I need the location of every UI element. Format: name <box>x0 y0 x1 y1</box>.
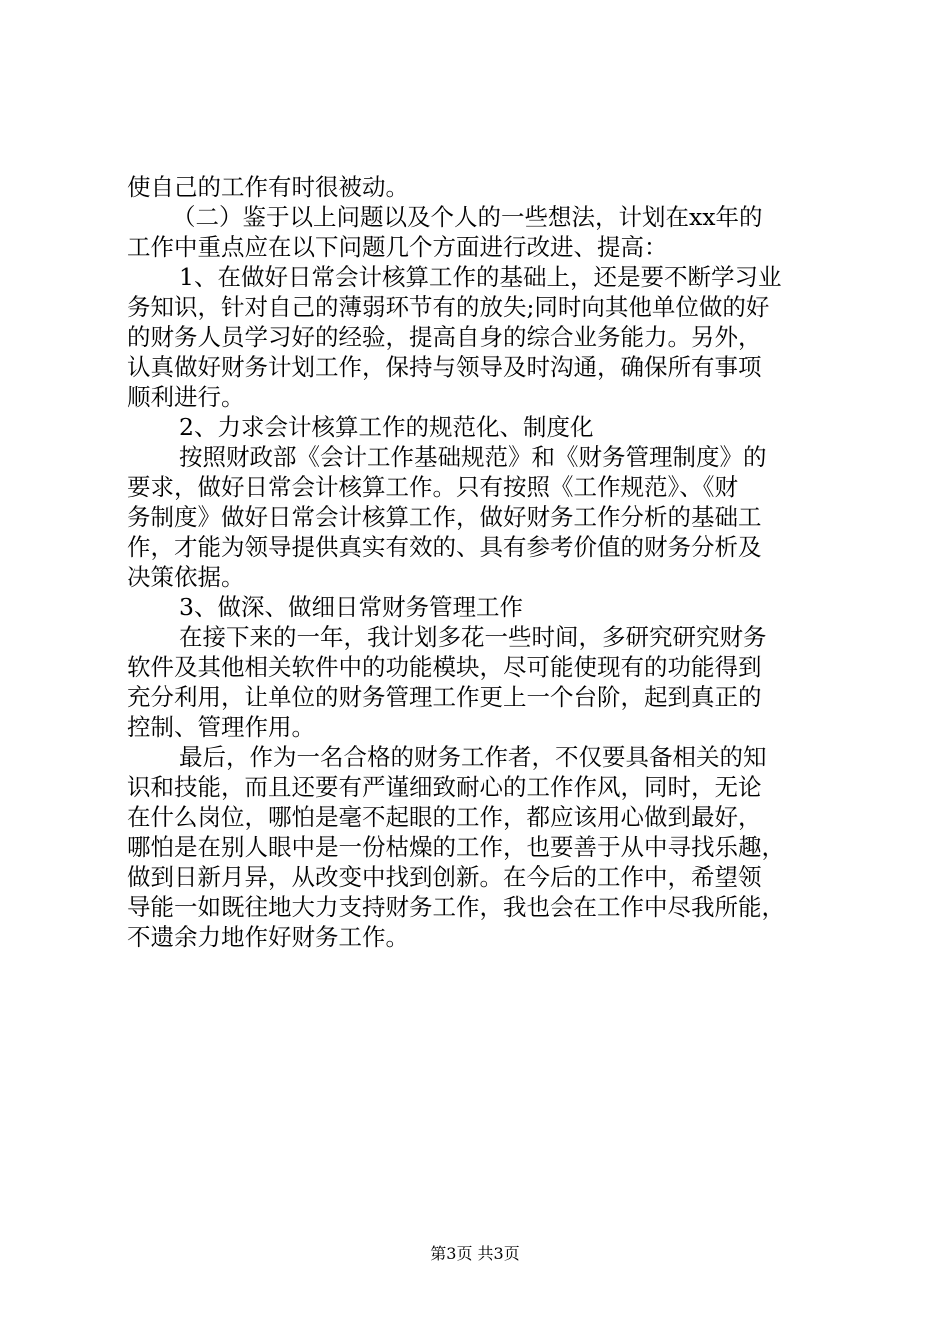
text-line: 软件及其他相关软件中的功能模块，尽可能使现有的功能得到 <box>127 653 762 681</box>
text-line: 认真做好财务计划工作，保持与领导及时沟通，确保所有事项 <box>127 353 762 381</box>
text-line: 最后，作为一名合格的财务工作者，不仅要具备相关的知 <box>179 743 767 771</box>
text-line: 要求，做好日常会计核算工作。只有按照《工作规范》、《财 <box>127 473 738 501</box>
section-heading: 3、做深、做细日常财务管理工作 <box>179 593 523 621</box>
text-line: 不遗余力地作好财务工作。 <box>127 923 409 951</box>
text-line: 务知识，针对自己的薄弱环节有的放失;同时向其他单位做的好 <box>127 293 770 321</box>
text-line: 的财务人员学习好的经验，提高自身的综合业务能力。另外， <box>127 323 762 351</box>
text-line: 工作中重点应在以下问题几个方面进行改进、提高： <box>127 233 668 261</box>
text-line: 做到日新月异，从改变中找到创新。在今后的工作中，希望领 <box>127 863 762 891</box>
text-line: （二）鉴于以上问题以及个人的一些想法，计划在xx年的 <box>172 203 763 231</box>
text-line: 决策依据。 <box>127 563 245 591</box>
section-heading: 2、力求会计核算工作的规范化、制度化 <box>179 413 594 441</box>
text-line: 在接下来的一年，我计划多花一些时间，多研究研究财务 <box>179 623 767 651</box>
text-line: 作，才能为领导提供真实有效的、具有参考价值的财务分析及 <box>127 533 762 561</box>
text-line: 识和技能，而且还要有严谨细致耐心的工作作风，同时，无论 <box>127 773 762 801</box>
text-line: 在什么岗位，哪怕是毫不起眼的工作，都应该用心做到最好， <box>127 803 762 831</box>
text-line: 控制、管理作用。 <box>127 713 315 741</box>
text-line: 充分利用，让单位的财务管理工作更上一个台阶，起到真正的 <box>127 683 762 711</box>
text-line: 1、在做好日常会计核算工作的基础上，还是要不断学习业 <box>179 263 782 291</box>
text-line: 按照财政部《会计工作基础规范》和《财务管理制度》的 <box>179 443 767 471</box>
body-text <box>127 172 837 952</box>
page-number-footer: 第3页 共3页 <box>430 1244 520 1263</box>
text-line: 使自己的工作有时很被动。 <box>127 173 409 201</box>
text-line: 哪怕是在别人眼中是一份枯燥的工作，也要善于从中寻找乐趣， <box>127 833 785 861</box>
text-line: 顺利进行。 <box>127 383 245 411</box>
text-line: 务制度》做好日常会计核算工作，做好财务工作分析的基础工 <box>127 503 762 531</box>
text-line: 导能一如既往地大力支持财务工作，我也会在工作中尽我所能， <box>127 893 785 921</box>
